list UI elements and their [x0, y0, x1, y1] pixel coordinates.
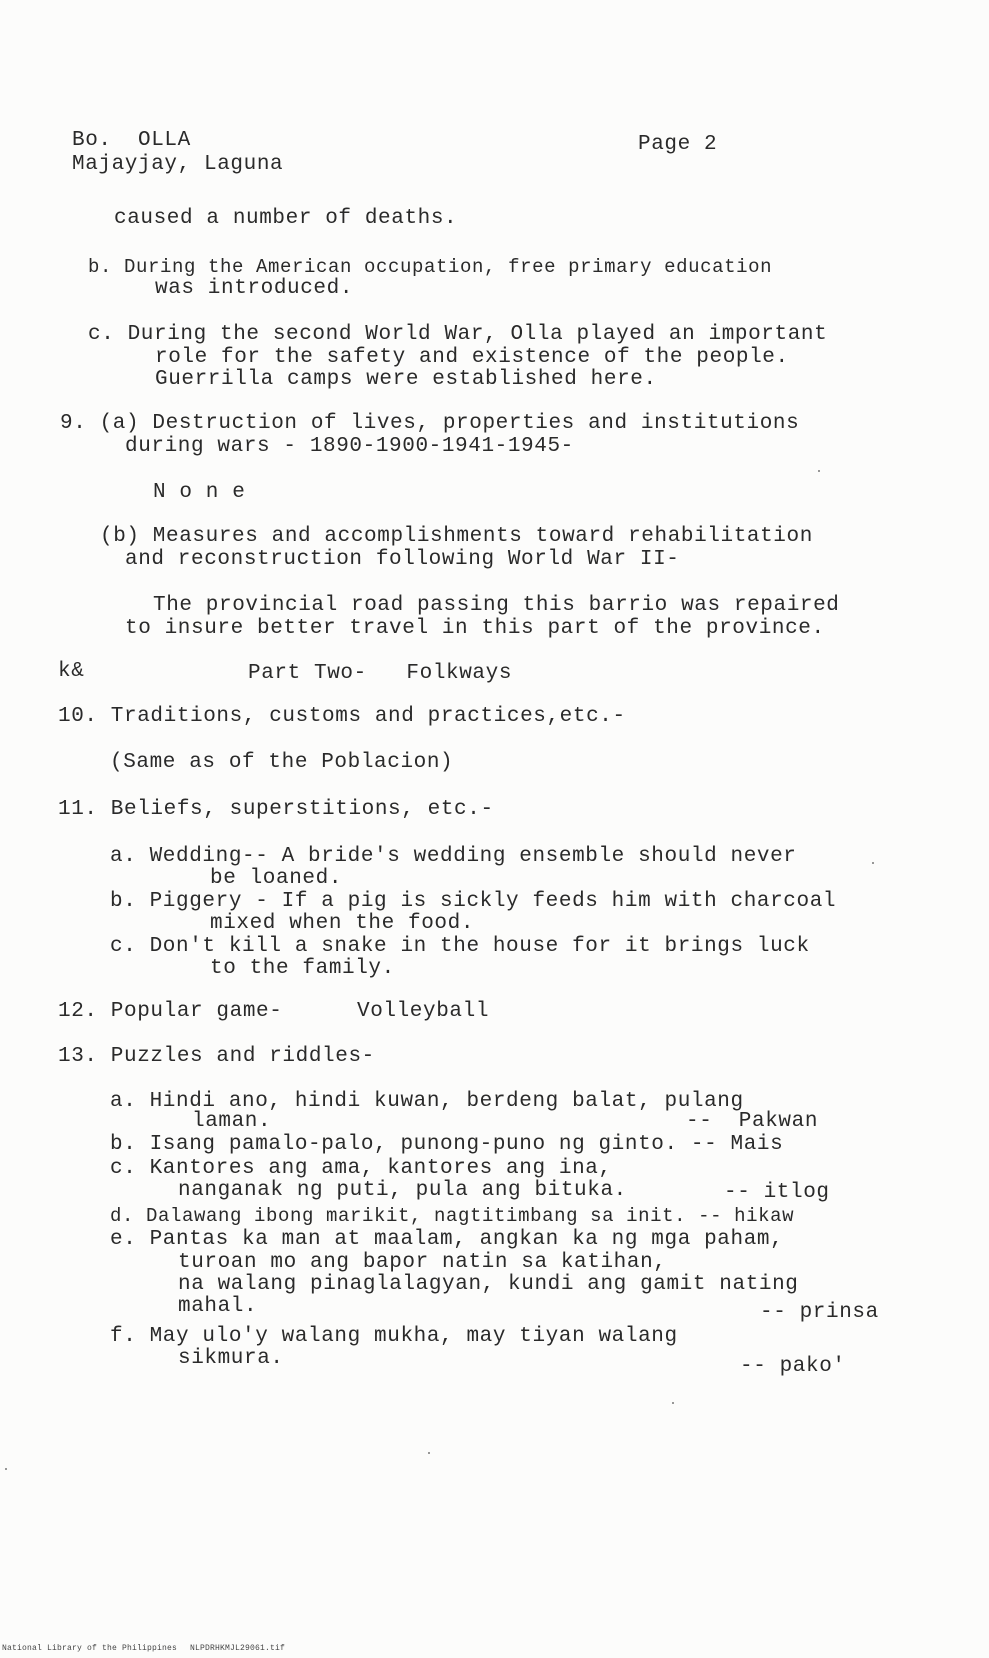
riddle-e-answer: -- prinsa	[760, 1301, 879, 1324]
scan-speck	[5, 1468, 7, 1470]
item9-b-answer-line2: to insure better travel in this part of the province.	[125, 617, 825, 640]
scan-speck	[428, 1452, 430, 1454]
footer-filename: NLPDRHKMJL29061.tif	[190, 1644, 286, 1653]
riddle-c-line1: c. Kantores ang ama, kantores ang ina,	[110, 1157, 612, 1180]
riddle-f-line2: sikmura.	[178, 1347, 284, 1370]
item8-c-line2: role for the safety and existence of the people.	[155, 346, 789, 369]
item11-a-line1: a. Wedding-- A bride's wedding ensemble should never	[110, 845, 797, 868]
riddle-e-line3: na walang pinaglalagyan, kundi ang gamit nating	[178, 1273, 799, 1296]
riddle-e-line1: e. Pantas ka man at maalam, angkan ka ng mga paham,	[110, 1228, 784, 1251]
riddle-b-line1: b. Isang pamalo-palo, punong-puno ng ginto. -- Mais	[110, 1133, 784, 1156]
item11-title: 11. Beliefs, superstitions, etc.-	[58, 798, 494, 821]
riddle-a-answer: -- Pakwan	[686, 1110, 819, 1133]
item13-title: 13. Puzzles and riddles-	[58, 1045, 375, 1068]
riddle-c-line2: nanganak ng puti, pula ang bituka.	[178, 1179, 627, 1202]
item8-b-line2: was introduced.	[155, 277, 354, 300]
margin-mark: k&	[58, 660, 85, 683]
riddle-a-line1: a. Hindi ano, hindi kuwan, berdeng balat, pulang	[110, 1090, 744, 1113]
item9-a-answer: N o n e	[153, 481, 246, 504]
item11-a-line2: be loaned.	[210, 867, 343, 890]
item9-b-line2: and reconstruction following World War II-	[125, 548, 680, 571]
page-number: Page 2	[638, 133, 718, 156]
item11-c-line2: to the family.	[210, 957, 395, 980]
town-name: Majayjay, Laguna	[72, 153, 284, 176]
riddle-f-line1: f. May ulo'y walang mukha, may tiyan walang	[110, 1325, 678, 1348]
item10-answer: (Same as of the Poblacion)	[110, 751, 454, 774]
riddle-e-line4: mahal.	[178, 1295, 258, 1318]
item9-b-answer-line1: The provincial road passing this barrio was repaired	[153, 594, 840, 617]
scan-speck	[818, 470, 820, 472]
riddle-f-answer: -- pako'	[740, 1355, 846, 1378]
item9-b-line1: (b) Measures and accomplishments toward rehabilitation	[100, 525, 813, 548]
item12-answer: Volleyball	[357, 1000, 490, 1023]
item9-a-line2: during wars - 1890-1900-1941-1945-	[125, 435, 574, 458]
item11-c-line1: c. Don't kill a snake in the house for it brings luck	[110, 935, 810, 958]
scan-speck	[672, 1402, 674, 1404]
riddle-a-line2: laman.	[192, 1110, 272, 1133]
item8-b-line1: b. During the American occupation, free primary education	[88, 256, 773, 278]
riddle-d-line1: d. Dalawang ibong marikit, nagtitimbang sa init. -- hikaw	[110, 1205, 795, 1227]
footer-library: National Library of the Philippines	[2, 1644, 178, 1653]
item8-c-line3: Guerrilla camps were established here.	[155, 368, 657, 391]
scan-speck	[872, 862, 874, 864]
item11-b-line1: b. Piggery - If a pig is sickly feeds him with charcoal	[110, 890, 837, 913]
item9-a-line1: 9. (a) Destruction of lives, properties and institutions	[60, 412, 800, 435]
item12-title: 12. Popular game-	[58, 1000, 283, 1023]
carry-over-line: caused a number of deaths.	[114, 207, 458, 230]
riddle-c-answer: -- itlog	[724, 1181, 830, 1204]
riddle-e-line2: turoan mo ang bapor natin sa katihan,	[178, 1251, 667, 1274]
part-two-heading: Part Two- Folkways	[248, 662, 513, 685]
item11-b-line2: mixed when the food.	[210, 912, 475, 935]
item10-title: 10. Traditions, customs and practices,etc.-	[58, 705, 626, 728]
item8-c-line1: c. During the second World War, Olla played an important	[88, 323, 828, 346]
barrio-name: Bo. OLLA	[72, 129, 191, 152]
